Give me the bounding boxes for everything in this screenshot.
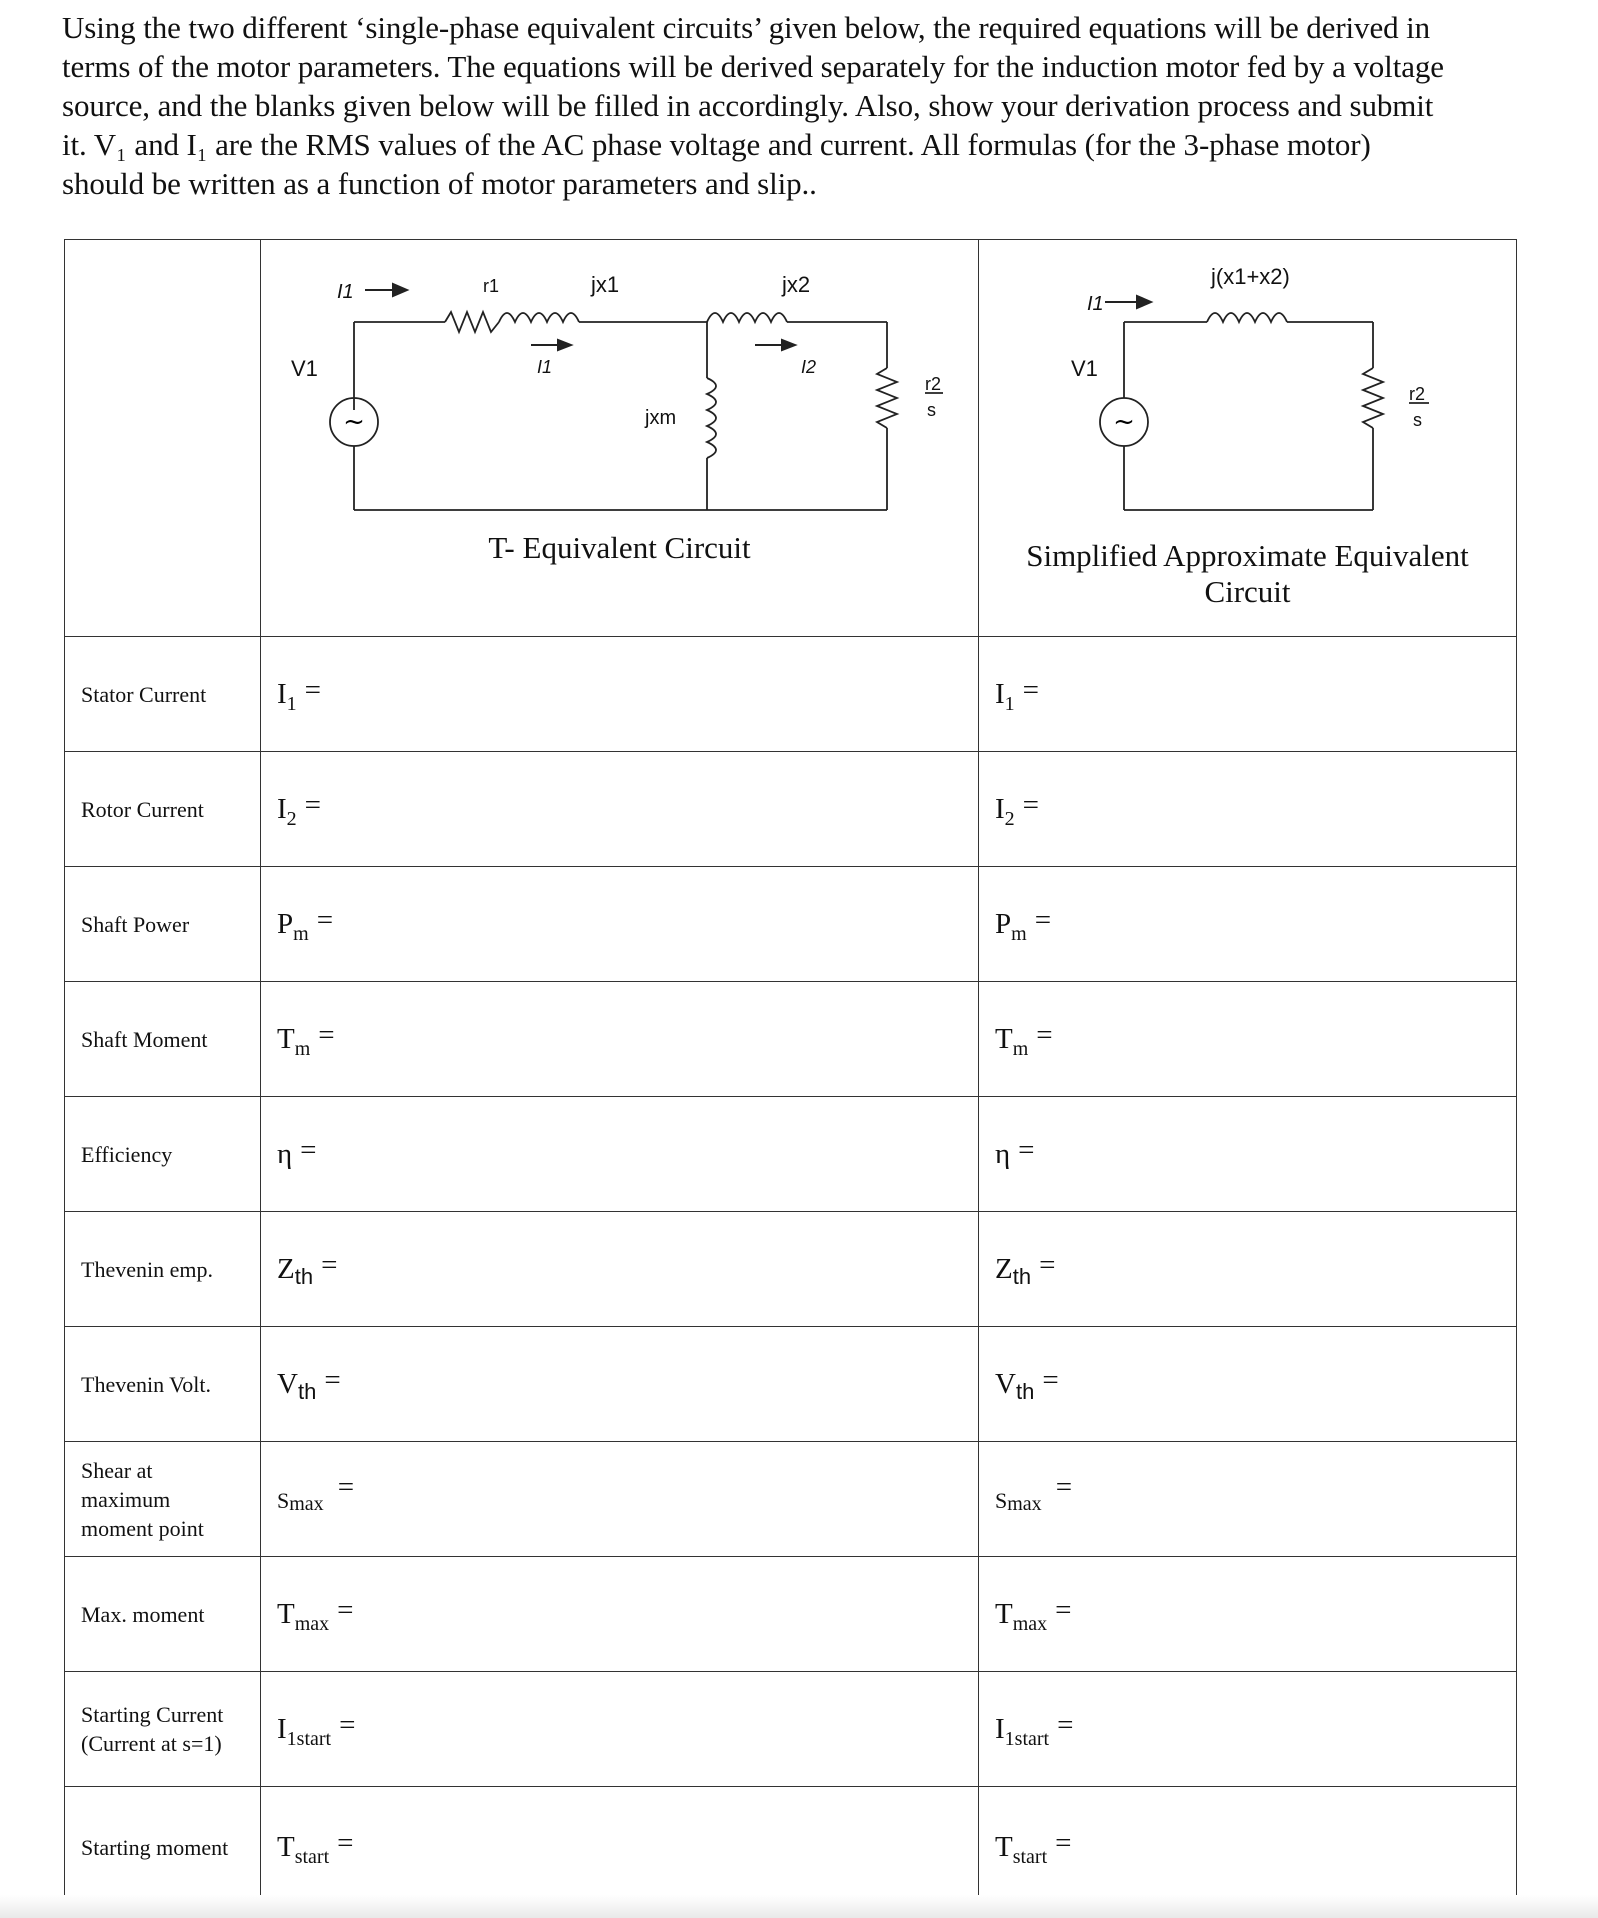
- approx-equivalent-circuit-cell: [979, 240, 1517, 637]
- formula-symbol: I: [995, 792, 1005, 825]
- row-label: (Current at s=1): [81, 1731, 222, 1756]
- t-circuit-answer-cell[interactable]: [261, 1097, 979, 1212]
- row-label: Efficiency: [81, 1141, 173, 1167]
- r2-over-s-resistor: [877, 368, 897, 428]
- formula-subscript: m: [1011, 922, 1027, 945]
- approx-circuit-answer-cell[interactable]: [979, 1787, 1517, 1908]
- equals-sign: =: [1022, 788, 1040, 821]
- r2-label: r2: [1409, 384, 1426, 404]
- formula-subscript: m: [293, 922, 309, 945]
- formula-symbol: I: [995, 677, 1005, 710]
- formula-subscript: m: [294, 1037, 311, 1060]
- header-row: [65, 240, 1517, 637]
- row-label: Thevenin emp.: [81, 1256, 213, 1282]
- equals-sign: =: [304, 673, 322, 706]
- t-circuit-answer-cell[interactable]: [261, 752, 979, 867]
- formula-symbol: I: [277, 1712, 287, 1745]
- equals-sign: =: [1055, 1826, 1072, 1859]
- formula-symbol: S: [995, 1487, 1008, 1513]
- formula-symbol: V: [277, 1367, 298, 1400]
- equation-row: [65, 1442, 1517, 1557]
- approx-circuit-answer-cell[interactable]: [979, 1442, 1517, 1557]
- formula-subscript: 2: [286, 807, 297, 830]
- equation-row: [65, 1097, 1517, 1212]
- row-label: Shear at: [81, 1457, 153, 1483]
- row-label: Stator Current: [81, 681, 207, 707]
- i1-arrow: [1137, 296, 1151, 308]
- equation-row: [65, 1327, 1517, 1442]
- t-circuit-answer-cell[interactable]: [261, 1212, 979, 1327]
- row-label-cell: [65, 867, 261, 982]
- approx-circuit-answer-cell[interactable]: [979, 982, 1517, 1097]
- approx-circuit-answer-cell[interactable]: [979, 1212, 1517, 1327]
- t-circuit-answer-cell[interactable]: [261, 1672, 979, 1787]
- formula-subscript: max: [1012, 1612, 1048, 1635]
- formula-subscript: th: [297, 1378, 317, 1404]
- instructions-line: it. V₁ and I₁ are the RMS values of the AC phase voltage and current. All formulas (for the 3-phase motor): [62, 127, 1371, 162]
- i2-label: I2: [801, 357, 817, 377]
- i1-label: I1: [1087, 293, 1104, 315]
- jx-series-inductor: [1207, 313, 1287, 322]
- row-label-cell: [65, 982, 261, 1097]
- t-circuit-answer-cell[interactable]: [261, 1327, 979, 1442]
- jx-series-label: j(x1+x2): [1211, 264, 1290, 289]
- formula-subscript: th: [1015, 1378, 1035, 1404]
- t-circuit-answer-cell[interactable]: [261, 982, 979, 1097]
- formula-symbol: P: [277, 907, 294, 940]
- formula-subscript: m: [1012, 1037, 1029, 1060]
- formula-subscript: max: [1007, 1492, 1042, 1515]
- equals-sign: =: [300, 1133, 317, 1166]
- row-label: Starting moment: [81, 1834, 229, 1860]
- formula-symbol: η: [277, 1137, 293, 1170]
- equals-sign: =: [1036, 1018, 1053, 1051]
- jx1-inductor: [499, 313, 579, 322]
- instructions-line: should be written as a function of motor parameters and slip..: [62, 166, 817, 201]
- ac-source-label: ~: [1113, 407, 1135, 437]
- empty-corner-cell: [65, 240, 261, 637]
- row-label-cell: [65, 752, 261, 867]
- formula-symbol: T: [277, 1597, 295, 1630]
- approx-circuit-answer-cell[interactable]: [979, 637, 1517, 752]
- equals-sign: =: [1057, 1708, 1074, 1741]
- i1-arrow: [558, 340, 571, 350]
- r1-label: r1: [483, 276, 500, 296]
- approx-circuit-title-line: Simplified Approximate Equivalent: [1026, 538, 1469, 573]
- formula-subscript: 2: [1004, 807, 1015, 830]
- jx1-label: jx1: [591, 272, 620, 297]
- approx-circuit-answer-cell[interactable]: [979, 1672, 1517, 1787]
- t-circuit-answer-cell[interactable]: [261, 1442, 979, 1557]
- formula-subscript: 1: [286, 692, 297, 715]
- t-equivalent-circuit-cell: [261, 240, 979, 637]
- formula-subscript: start: [294, 1845, 330, 1868]
- t-circuit-answer-cell[interactable]: [261, 867, 979, 982]
- equation-row: [65, 982, 1517, 1097]
- formula-symbol: T: [995, 1022, 1013, 1055]
- t-circuit-answer-cell[interactable]: [261, 637, 979, 752]
- formula-subscript: th: [294, 1263, 314, 1289]
- approx-circuit-answer-cell[interactable]: [979, 1327, 1517, 1442]
- row-label-cell: [65, 637, 261, 752]
- row-label: Starting Current: [81, 1702, 224, 1727]
- instructions-line: source, and the blanks given below will be filled in accordingly. Also, show your derivation process and submit: [62, 88, 1434, 123]
- approx-circuit-answer-cell[interactable]: [979, 867, 1517, 982]
- t-equivalent-circuit-title: T- Equivalent Circuit: [488, 530, 751, 565]
- equations-table: [64, 239, 1517, 1908]
- i1-arrow: [393, 284, 407, 296]
- formula-subscript: 1start: [1004, 1727, 1050, 1750]
- v1-label: V1: [1071, 356, 1098, 381]
- equation-row: [65, 1672, 1517, 1787]
- equals-sign: =: [337, 1826, 354, 1859]
- formula-symbol: T: [277, 1022, 295, 1055]
- formula-subscript: start: [1012, 1845, 1048, 1868]
- instructions: [62, 8, 1582, 203]
- r1-resistor: [445, 312, 499, 332]
- formula-subscript: 1: [1004, 692, 1015, 715]
- approx-circuit-answer-cell[interactable]: [979, 752, 1517, 867]
- i1-label: I1: [537, 357, 553, 377]
- formula-subscript: 1start: [286, 1727, 332, 1750]
- t-circuit-answer-cell[interactable]: [261, 1557, 979, 1672]
- equals-sign: =: [1034, 903, 1052, 936]
- equals-sign: =: [1022, 673, 1040, 706]
- row-label: Rotor Current: [81, 796, 204, 822]
- row-label-cell: [65, 1097, 261, 1212]
- row-label: Shaft Power: [81, 911, 190, 937]
- equals-sign: =: [1039, 1248, 1056, 1281]
- i1-label: I1: [337, 281, 354, 303]
- approx-circuit-answer-cell[interactable]: [979, 1097, 1517, 1212]
- formula-symbol: S: [277, 1487, 290, 1513]
- equals-sign: =: [316, 903, 334, 936]
- row-label-cell: [65, 1327, 261, 1442]
- row-label-cell: [65, 1672, 261, 1787]
- ac-source-label: ~: [343, 407, 365, 437]
- formula-symbol: η: [995, 1137, 1011, 1170]
- formula-subscript: max: [294, 1612, 330, 1635]
- equation-row: [65, 1212, 1517, 1327]
- formula-subscript: th: [1012, 1263, 1032, 1289]
- formula-symbol: Z: [995, 1252, 1013, 1285]
- equals-sign: =: [1018, 1133, 1035, 1166]
- row-label: moment point: [81, 1515, 204, 1541]
- formula-symbol: I: [995, 1712, 1005, 1745]
- slip-label: s: [927, 400, 936, 420]
- r2-over-s-resistor: [1363, 368, 1383, 428]
- instructions-line: terms of the motor parameters. The equations will be derived separately for the induction motor fed by a voltage: [62, 49, 1444, 84]
- row-label-cell: [65, 1212, 261, 1327]
- row-label: Max. moment: [81, 1601, 205, 1627]
- formula-symbol: V: [995, 1367, 1016, 1400]
- formula-symbol: T: [277, 1830, 295, 1863]
- equation-row: [65, 1557, 1517, 1672]
- jx2-label: jx2: [782, 272, 811, 297]
- row-label-cell: [65, 1787, 261, 1908]
- equals-sign: =: [324, 1363, 341, 1396]
- jx2-inductor: [707, 313, 787, 322]
- row-label: Shaft Moment: [81, 1026, 208, 1052]
- approx-circuit-title-line: Circuit: [1204, 574, 1291, 609]
- i2-arrow: [782, 340, 795, 350]
- formula-symbol: I: [277, 792, 287, 825]
- instructions-line: Using the two different ‘single-phase equivalent circuits’ given below, the required equations will be derived in: [62, 10, 1431, 45]
- equation-row: [65, 637, 1517, 752]
- jxm-label: jxm: [645, 407, 677, 429]
- formula-symbol: Z: [277, 1252, 295, 1285]
- equals-sign: =: [339, 1708, 356, 1741]
- row-label: maximum: [81, 1486, 171, 1512]
- equals-sign: =: [337, 1593, 354, 1626]
- equals-sign: =: [304, 788, 322, 821]
- row-label-cell: [65, 1442, 261, 1557]
- equation-row: [65, 1787, 1517, 1908]
- equation-row: [65, 752, 1517, 867]
- equals-sign: =: [1055, 1593, 1072, 1626]
- formula-symbol: I: [277, 677, 287, 710]
- row-label-cell: [65, 1557, 261, 1672]
- approx-circuit-answer-cell[interactable]: [979, 1557, 1517, 1672]
- equation-row: [65, 867, 1517, 982]
- equals-sign: =: [321, 1248, 338, 1281]
- equals-sign: =: [1055, 1470, 1073, 1503]
- formula-symbol: P: [995, 907, 1012, 940]
- equals-sign: =: [337, 1470, 355, 1503]
- t-equivalent-circuit-diagram: [261, 240, 979, 636]
- equals-sign: =: [1042, 1363, 1059, 1396]
- slip-label: s: [1413, 410, 1422, 430]
- r2-label: r2: [925, 374, 942, 394]
- row-label: Thevenin Volt.: [81, 1371, 211, 1397]
- approx-circuit-title: [979, 538, 1516, 610]
- t-circuit-answer-cell[interactable]: [261, 1787, 979, 1908]
- formula-subscript: max: [289, 1492, 324, 1515]
- page-bottom-shadow: [0, 1895, 1598, 1918]
- formula-symbol: T: [995, 1597, 1013, 1630]
- jxm-inductor: [707, 378, 716, 458]
- equals-sign: =: [318, 1018, 335, 1051]
- v1-label: V1: [291, 356, 318, 381]
- formula-symbol: T: [995, 1830, 1013, 1863]
